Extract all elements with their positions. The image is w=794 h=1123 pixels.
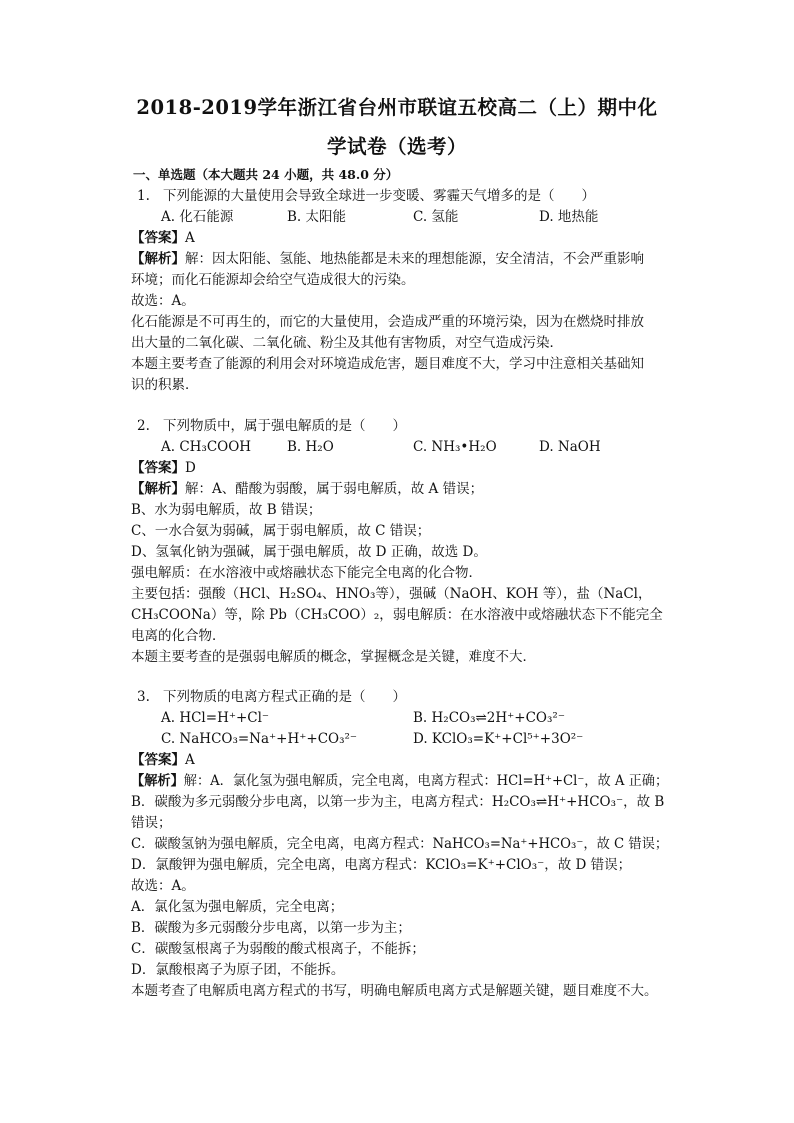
analysis-line: CH₃COONa）等，除 Pb（CH₃COO）₂，弱电解质：在水溶液中或熔融状态下不能完全: [131, 607, 663, 623]
analysis-line: B、水为弱电解质，故 B 错误；: [131, 502, 322, 518]
option-d: D. NaOH: [539, 439, 601, 455]
analysis-line: 本题考查了电解质电离方程式的书写，明确电解质电离方式是解题关键，题目难度不大。: [131, 983, 658, 999]
option-c: C. NaHCO₃=Na⁺+H⁺+CO₃²⁻: [161, 731, 358, 747]
question-stem: 下列物质中，属于强电解质的是（ ）: [163, 418, 406, 434]
option-c: C. 氢能: [413, 209, 459, 225]
analysis-line: 电离的化合物．: [131, 628, 226, 644]
analysis-line: 出大量的二氧化碳、二氧化硫、粉尘及其他有害物质，对空气造成污染．: [131, 335, 563, 351]
question-number: 1.: [137, 188, 150, 204]
analysis-line: D、氢氧化钠为强碱，属于强电解质，故 D 正确，故选 D。: [131, 544, 487, 560]
analysis-line: B．碳酸为多元弱酸分步电离，以第一步为主，电离方程式：H₂CO₃⇌H⁺+HCO₃⁻，故 B: [131, 794, 665, 810]
option-a: A. 化石能源: [161, 209, 234, 225]
option-d: D. 地热能: [539, 209, 599, 225]
answer-line: [131, 750, 195, 770]
page-title-line1: 2018-2019学年浙江省台州市联谊五校高二（上）期中化: [136, 96, 658, 119]
analysis-line: 本题主要考查了能源的利用会对环境造成危害，题目难度不大，学习中注意相关基础知: [131, 356, 644, 372]
question-stem: 下列物质的电离方程式正确的是（ ）: [163, 689, 406, 705]
analysis-line: C．碳酸氢根离子为弱酸的酸式根离子，不能拆；: [131, 941, 425, 957]
analysis-line: C、一水合氨为弱碱，属于弱电解质，故 C 错误；: [131, 523, 431, 539]
question-1: [137, 186, 595, 206]
section-header: 一、单选题（本大题共 24 小题，共 48.0 分）: [133, 167, 399, 182]
analysis-line: A．氯化氢为强电解质，完全电离；: [131, 899, 344, 915]
question-2: [137, 416, 406, 436]
answer-tag: 【答案】: [131, 460, 185, 476]
analysis-line: 本题主要考查的是强弱电解质的概念，掌握概念是关键，难度不大．: [131, 649, 536, 665]
analysis-tag: 【解析】: [131, 773, 184, 789]
analysis-line: 强电解质：在水溶液中或熔融状态下能完全电离的化合物．: [131, 565, 482, 581]
analysis-tag: 【解析】: [131, 251, 185, 267]
answer-value: A: [185, 752, 195, 768]
analysis-line: 环境；而化石能源却会给空气造成很大的污染。: [131, 272, 415, 288]
analysis-tag: 【解析】: [131, 481, 185, 497]
option-b: B. 太阳能: [287, 209, 347, 225]
page-title-line2: 学试卷（选考）: [326, 135, 467, 158]
option-b: B. H₂O: [287, 439, 334, 455]
question-number: 3.: [137, 689, 150, 705]
answer-value: A: [185, 230, 195, 246]
answer-tag: 【答案】: [131, 752, 185, 768]
analysis-line: 识的积累．: [131, 377, 199, 393]
analysis-line: C．碳酸氢钠为强电解质，完全电离，电离方程式：NaHCO₃=Na⁺+HCO₃⁻，故 C 错误；: [131, 836, 669, 852]
analysis-line: D．氯酸钾为强电解质，完全电离，电离方程式：KClO₃=K⁺+ClO₃⁻，故 D 错误；: [131, 857, 632, 873]
question-3: [137, 687, 406, 707]
analysis-line: D．氯酸根离子为原子团，不能拆。: [131, 962, 345, 978]
answer-value: D: [185, 460, 196, 476]
answer-line: [131, 228, 195, 248]
option-b: B. H₂CO₃⇌2H⁺+CO₃²⁻: [413, 710, 565, 726]
analysis-line: 【解析】解：A、醋酸为弱酸，属于弱电解质，故 A 错误；: [131, 481, 484, 497]
analysis-line: B．碳酸为多元弱酸分步电离，以第一步为主；: [131, 920, 411, 936]
question-number: 2.: [137, 418, 150, 434]
option-a: A. CH₃COOH: [161, 439, 252, 455]
question-stem: 下列能源的大量使用会导致全球进一步变暖、雾霾天气增多的是（ ）: [163, 188, 595, 204]
analysis-line: 化石能源是不可再生的，而它的大量使用，会造成严重的环境污染，因为在燃烧时排放: [131, 314, 644, 330]
answer-line: [131, 458, 196, 478]
analysis-line: 故选：A。: [131, 878, 195, 894]
analysis-line: 【解析】解：A．氯化氢为强电解质，完全电离，电离方程式：HCl=H⁺+Cl⁻，故 A 正确；: [131, 773, 669, 789]
option-c: C. NH₃•H₂O: [413, 439, 497, 455]
option-a: A. HCl=H⁺+Cl⁻: [161, 710, 270, 726]
analysis-line: 【解析】解：因太阳能、氢能、地热能都是未来的理想能源，安全清洁，不会严重影响: [131, 251, 644, 267]
analysis-line: 故选：A。: [131, 293, 195, 309]
analysis-line: 主要包括：强酸（HCl、H₂SO₄、HNO₃等），强碱（NaOH、KOH 等），盐（NaCl，: [131, 586, 652, 602]
analysis-line: 错误；: [131, 815, 172, 831]
answer-tag: 【答案】: [131, 230, 185, 246]
option-d: D. KClO₃=K⁺+Cl⁵⁺+3O²⁻: [413, 731, 584, 747]
